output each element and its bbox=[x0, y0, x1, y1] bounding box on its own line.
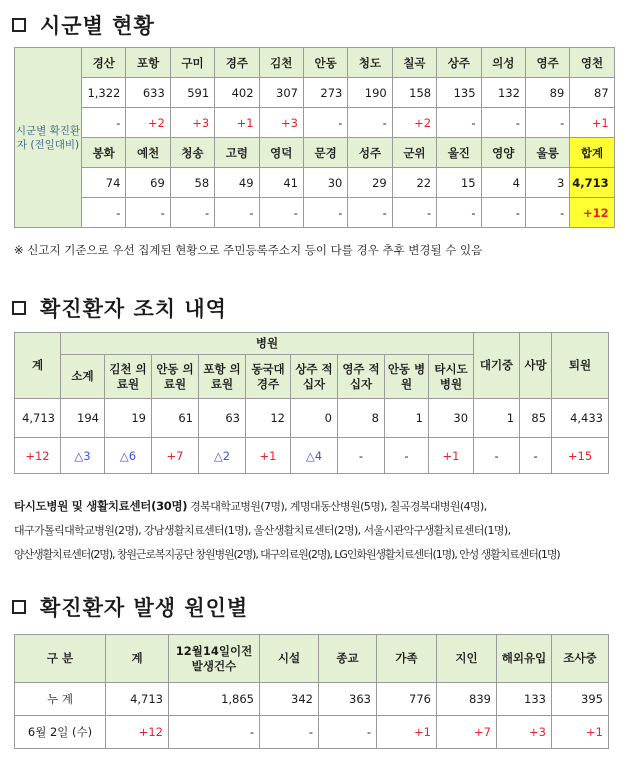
city-count: 58 bbox=[170, 168, 214, 198]
value-cell: 363 bbox=[319, 683, 377, 716]
city-count: 190 bbox=[348, 78, 392, 108]
causes-table bbox=[14, 634, 609, 749]
city-change: - bbox=[82, 108, 126, 138]
header-hospital-name: 김천 의료원 bbox=[105, 355, 152, 399]
city-header: 영양 bbox=[481, 138, 525, 168]
header-cell: 시설 bbox=[260, 635, 319, 683]
header-cell: 12월14일이전 발생건수 bbox=[169, 635, 260, 683]
value-cell: 776 bbox=[377, 683, 437, 716]
header-hospital-name: 동국대 경주 bbox=[246, 355, 291, 399]
city-change: - bbox=[259, 198, 303, 228]
header-hospital-name: 포항 의료원 bbox=[199, 355, 246, 399]
footnote: ※ 신고지 기준으로 우선 집계된 현황으로 주민등록주소지 등이 다를 경우 추후 변경될 수 있음 bbox=[14, 243, 483, 257]
change-cell: △4 bbox=[291, 438, 338, 474]
value-cell: 12 bbox=[246, 399, 291, 438]
city-status-table bbox=[14, 47, 615, 228]
change-cell: +12 bbox=[15, 438, 61, 474]
city-header: 포항 bbox=[126, 48, 170, 78]
side-label: 시군별 확진환자 (전일대비) bbox=[15, 48, 82, 228]
change-cell: △3 bbox=[61, 438, 105, 474]
city-count: 49 bbox=[215, 168, 259, 198]
header-waiting: 대기중 bbox=[474, 333, 520, 399]
partner-label: 타시도병원 및 생활치료센터(30명) bbox=[14, 499, 188, 513]
change-cell: +1 bbox=[552, 716, 609, 749]
city-change: +1 bbox=[570, 108, 614, 138]
change-cell: - bbox=[385, 438, 429, 474]
value-cell: 133 bbox=[497, 683, 552, 716]
table-row bbox=[15, 198, 615, 228]
city-count: 307 bbox=[259, 78, 303, 108]
change-cell: +12 bbox=[106, 716, 169, 749]
table-row bbox=[15, 399, 609, 438]
city-header: 군위 bbox=[392, 138, 436, 168]
city-header: 고령 bbox=[215, 138, 259, 168]
header-cell: 지인 bbox=[437, 635, 497, 683]
value-cell: 4,713 bbox=[15, 399, 61, 438]
city-header: 청도 bbox=[348, 48, 392, 78]
row-label: 6월 2일 (수) bbox=[15, 716, 106, 749]
city-header: 의성 bbox=[481, 48, 525, 78]
value-cell: 63 bbox=[199, 399, 246, 438]
city-change: +3 bbox=[259, 108, 303, 138]
header-discharged: 퇴원 bbox=[552, 333, 609, 399]
value-cell: 61 bbox=[152, 399, 199, 438]
city-count: 1,322 bbox=[82, 78, 126, 108]
header-hospital-name: 상주 적십자 bbox=[291, 355, 338, 399]
header-death: 사망 bbox=[520, 333, 552, 399]
value-cell: 395 bbox=[552, 683, 609, 716]
change-cell: - bbox=[338, 438, 385, 474]
city-count: 591 bbox=[170, 78, 214, 108]
value-cell: 0 bbox=[291, 399, 338, 438]
row-label: 누 계 bbox=[15, 683, 106, 716]
city-change: - bbox=[303, 108, 347, 138]
table-row bbox=[15, 438, 609, 474]
table-row bbox=[15, 48, 615, 78]
header-hospital-name: 안동 병원 bbox=[385, 355, 429, 399]
header-cell: 구 분 bbox=[15, 635, 106, 683]
city-change: - bbox=[348, 108, 392, 138]
header-hospital: 병원 bbox=[61, 333, 474, 355]
checkbox-square-icon bbox=[12, 600, 26, 614]
change-cell: △6 bbox=[105, 438, 152, 474]
city-count: 402 bbox=[215, 78, 259, 108]
city-count: 87 bbox=[570, 78, 614, 108]
value-cell: 4,433 bbox=[552, 399, 609, 438]
city-header: 봉화 bbox=[82, 138, 126, 168]
city-count: 69 bbox=[126, 168, 170, 198]
value-cell: 19 bbox=[105, 399, 152, 438]
city-header: 성주 bbox=[348, 138, 392, 168]
city-header: 영주 bbox=[525, 48, 569, 78]
city-header: 구미 bbox=[170, 48, 214, 78]
change-cell: +7 bbox=[437, 716, 497, 749]
value-cell: 342 bbox=[260, 683, 319, 716]
city-change: - bbox=[481, 108, 525, 138]
city-count: 158 bbox=[392, 78, 436, 108]
city-change: +1 bbox=[215, 108, 259, 138]
header-cell: 계 bbox=[106, 635, 169, 683]
city-change: - bbox=[126, 198, 170, 228]
city-change: - bbox=[82, 198, 126, 228]
city-header: 김천 bbox=[259, 48, 303, 78]
change-cell: +1 bbox=[377, 716, 437, 749]
change-cell: +3 bbox=[497, 716, 552, 749]
city-change: +2 bbox=[126, 108, 170, 138]
city-header: 상주 bbox=[437, 48, 481, 78]
total-change: +12 bbox=[570, 198, 614, 228]
change-cell: - bbox=[169, 716, 260, 749]
city-change: - bbox=[348, 198, 392, 228]
city-header: 경주 bbox=[215, 48, 259, 78]
table-row bbox=[15, 716, 609, 749]
city-count: 29 bbox=[348, 168, 392, 198]
header-cell: 종교 bbox=[319, 635, 377, 683]
city-count: 41 bbox=[259, 168, 303, 198]
city-change: - bbox=[525, 108, 569, 138]
change-cell: +1 bbox=[429, 438, 474, 474]
city-header: 문경 bbox=[303, 138, 347, 168]
table-row bbox=[15, 333, 609, 355]
measures-table bbox=[14, 332, 609, 474]
city-change: - bbox=[303, 198, 347, 228]
city-count: 74 bbox=[82, 168, 126, 198]
city-header: 청송 bbox=[170, 138, 214, 168]
value-cell: 839 bbox=[437, 683, 497, 716]
value-cell: 1,865 bbox=[169, 683, 260, 716]
value-cell: 1 bbox=[385, 399, 429, 438]
city-count: 4 bbox=[481, 168, 525, 198]
header-hospital-name: 안동 의료원 bbox=[152, 355, 199, 399]
city-count: 30 bbox=[303, 168, 347, 198]
city-header: 울릉 bbox=[525, 138, 569, 168]
city-header: 칠곡 bbox=[392, 48, 436, 78]
total-count: 4,713 bbox=[570, 168, 614, 198]
table-row bbox=[15, 683, 609, 716]
table-row bbox=[15, 138, 615, 168]
header-hospital-name: 타시도 병원 bbox=[429, 355, 474, 399]
city-header: 영덕 bbox=[259, 138, 303, 168]
section-title-by-city: 시군별 현황 bbox=[12, 10, 155, 40]
header-total: 계 bbox=[15, 333, 61, 399]
city-change: - bbox=[437, 108, 481, 138]
city-header: 예천 bbox=[126, 138, 170, 168]
city-change: - bbox=[170, 198, 214, 228]
city-change: - bbox=[481, 198, 525, 228]
total-header: 합계 bbox=[570, 138, 614, 168]
city-change: - bbox=[392, 198, 436, 228]
city-change: - bbox=[215, 198, 259, 228]
change-cell: - bbox=[260, 716, 319, 749]
city-header: 영천 bbox=[570, 48, 614, 78]
value-cell: 30 bbox=[429, 399, 474, 438]
city-count: 89 bbox=[525, 78, 569, 108]
change-cell: +7 bbox=[152, 438, 199, 474]
header-cell: 해외유입 bbox=[497, 635, 552, 683]
change-cell: +1 bbox=[246, 438, 291, 474]
city-count: 132 bbox=[481, 78, 525, 108]
header-cell: 가족 bbox=[377, 635, 437, 683]
value-cell: 1 bbox=[474, 399, 520, 438]
city-change: +2 bbox=[392, 108, 436, 138]
header-cell: 조사중 bbox=[552, 635, 609, 683]
city-count: 3 bbox=[525, 168, 569, 198]
partner-hospitals-text: 타시도병원 및 생활치료센터(30명) 경북대학교병원(7명), 계명대동산병원(5명), 칠곡경북대병원(4명), 대구가톨릭대학교병원(2명), 강남생활치료센터(1명), 울산생활치료센터(2명), 서울시관악구생활치료센터(1명), 양산생활치료센터(2명), 창원근로복지공단 창원병원(2명), 대구의료원(2명), LG인화원생활치료센터(1명), 안성 생활치료센터(1명) bbox=[14, 499, 560, 561]
value-cell: 4,713 bbox=[106, 683, 169, 716]
value-cell: 8 bbox=[338, 399, 385, 438]
value-cell: 85 bbox=[520, 399, 552, 438]
city-count: 15 bbox=[437, 168, 481, 198]
city-count: 135 bbox=[437, 78, 481, 108]
city-count: 633 bbox=[126, 78, 170, 108]
city-header: 경산 bbox=[82, 48, 126, 78]
city-header: 울진 bbox=[437, 138, 481, 168]
city-count: 273 bbox=[303, 78, 347, 108]
checkbox-square-icon bbox=[12, 301, 26, 315]
header-subtotal: 소계 bbox=[61, 355, 105, 399]
value-cell: 194 bbox=[61, 399, 105, 438]
change-cell: - bbox=[319, 716, 377, 749]
table-row bbox=[15, 168, 615, 198]
section-title-causes: 확진환자 발생 원인별 bbox=[12, 592, 248, 622]
change-cell: - bbox=[520, 438, 552, 474]
city-change: - bbox=[437, 198, 481, 228]
change-cell: △2 bbox=[199, 438, 246, 474]
city-header: 안동 bbox=[303, 48, 347, 78]
change-cell: +15 bbox=[552, 438, 609, 474]
change-cell: - bbox=[474, 438, 520, 474]
section-title-measures: 확진환자 조치 내역 bbox=[12, 293, 227, 323]
table-row bbox=[15, 635, 609, 683]
checkbox-square-icon bbox=[12, 18, 26, 32]
table-row bbox=[15, 78, 615, 108]
table-row bbox=[15, 108, 615, 138]
header-hospital-name: 영주 적십자 bbox=[338, 355, 385, 399]
city-change: +3 bbox=[170, 108, 214, 138]
city-change: - bbox=[525, 198, 569, 228]
city-count: 22 bbox=[392, 168, 436, 198]
